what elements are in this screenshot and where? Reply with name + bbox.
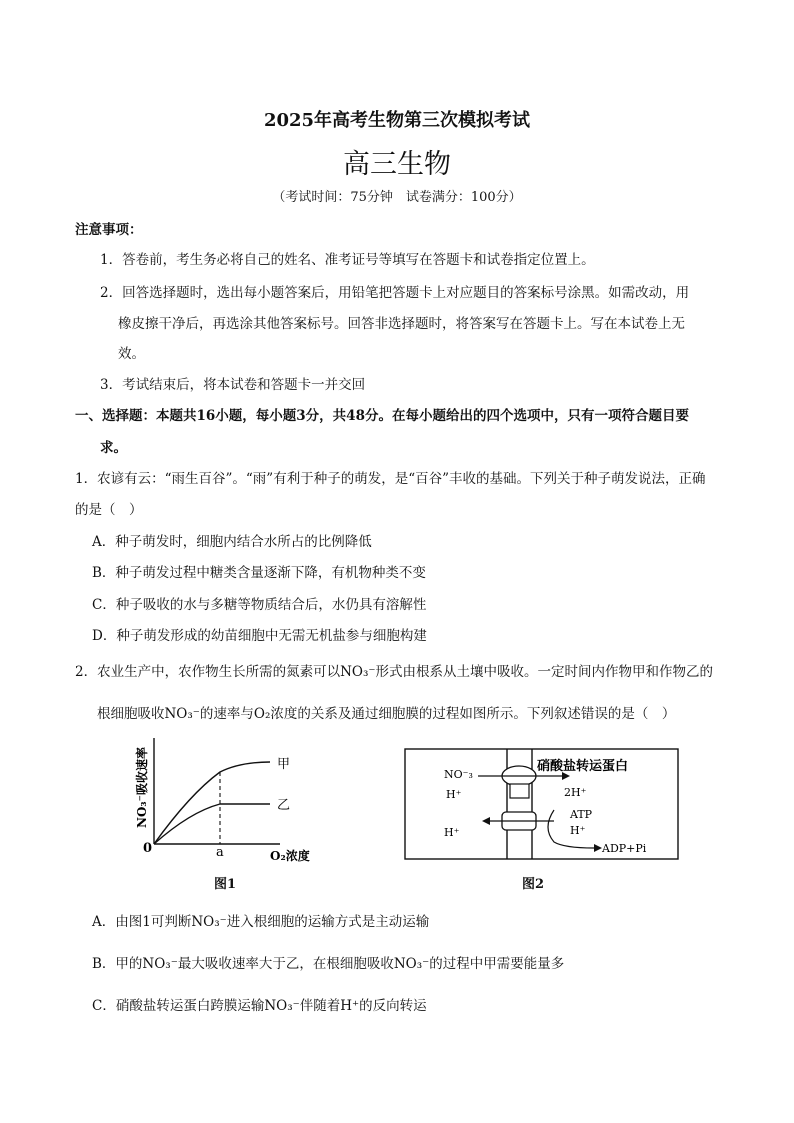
figure-1-graph bbox=[120, 732, 340, 864]
atp-label: ATP bbox=[570, 808, 593, 821]
q1-option-b: B．种子萌发过程中糖类含量逐渐下降，有机物种类不变 bbox=[92, 565, 426, 581]
q1-stem-line-2: 的是（ ） bbox=[75, 502, 143, 518]
notice-item-3: 3．考试结束后，将本试卷和答题卡一并交回 bbox=[100, 377, 366, 393]
curve-jia bbox=[154, 762, 270, 844]
nitrate-transporter-neck bbox=[510, 784, 529, 798]
h-left-label: H⁺ bbox=[444, 826, 460, 839]
q1-option-a: A．种子萌发时，细胞内结合水所占的比例降低 bbox=[92, 534, 372, 550]
protein-label: 硝酸盐转运蛋白 bbox=[537, 759, 629, 774]
section-1-heading-cont: 求。 bbox=[100, 440, 127, 456]
h-right-label: H⁺ bbox=[570, 824, 586, 837]
q2-option-a: A．由图1可判断NO₃⁻进入根细胞的运输方式是主动运输 bbox=[92, 914, 430, 930]
section-1-heading: 一、选择题：本题共16小题，每小题3分，共48分。在每小题给出的四个选项中，只有一项符合题目要 bbox=[75, 408, 689, 424]
adp-label: ADP+Pi bbox=[602, 842, 647, 855]
notice-item-2-line-2: 橡皮擦干净后，再选涂其他答案标号。回答非选择题时，将答案写在答题卡上。写在本试卷上无 bbox=[118, 316, 685, 332]
two-h-label: 2H⁺ bbox=[564, 786, 587, 799]
subject-title: 高三生物 bbox=[343, 149, 451, 180]
q1-option-d: D．种子萌发形成的幼苗细胞中无需无机盐参与细胞构建 bbox=[92, 628, 427, 644]
q2-option-c: C．硝酸盐转运蛋白跨膜运输NO₃⁻伴随着H⁺的反向转运 bbox=[92, 998, 427, 1014]
curve-yi-label: 乙 bbox=[277, 798, 291, 813]
y-axis-label: NO₃⁻吸收速率 bbox=[135, 746, 149, 828]
figure-2-diagram bbox=[404, 748, 680, 860]
h-top-label: H⁺ bbox=[446, 788, 462, 801]
q2-stem-line-1: 2．农业生产中，农作物生长所需的氮素可以NO₃⁻形式由根系从土壤中吸收。一定时间内作物甲和作物乙的 bbox=[75, 664, 714, 680]
notice-item-2-line-1: 2．回答选择题时，选出每小题答案后，用铅笔把答题卡上对应题目的答案标号涂黑。如需改动，用 bbox=[100, 285, 690, 301]
tick-a-label: a bbox=[216, 845, 224, 860]
curve-yi bbox=[154, 804, 270, 844]
figure-1-caption: 图1 bbox=[214, 877, 237, 892]
curve-jia-label: 甲 bbox=[277, 757, 291, 772]
q2-stem-line-2: 根细胞吸收NO₃⁻的速率与O₂浓度的关系及通过细胞膜的过程如图所示。下列叙述错误的是（ ） bbox=[97, 706, 676, 722]
notice-item-1: 1．答卷前，考生务必将自己的姓名、准考证号等填写在答题卡和试卷指定位置上。 bbox=[100, 252, 595, 268]
q2-option-b: B．甲的NO₃⁻最大吸收速率大于乙，在根细胞吸收NO₃⁻的过程中甲需要能量多 bbox=[92, 956, 565, 972]
exam-title: 2025年高考生物第三次模拟考试 bbox=[263, 110, 531, 131]
no3-label: NO⁻₃ bbox=[444, 768, 473, 781]
notice-heading: 注意事项： bbox=[75, 222, 143, 238]
exam-info: （考试时间：75分钟 试卷满分：100分） bbox=[272, 190, 522, 205]
notice-item-2-line-3: 效。 bbox=[118, 346, 145, 362]
q1-stem-line-1: 1．农谚有云：“雨生百谷”。“雨”有利于种子的萌发，是“百谷”丰收的基础。下列关于种子萌发说法，正确 bbox=[75, 471, 706, 487]
x-axis-label: O₂浓度 bbox=[270, 849, 310, 863]
figure-2-caption: 图2 bbox=[522, 877, 545, 892]
q1-option-c: C．种子吸收的水与多糖等物质结合后，水仍具有溶解性 bbox=[92, 597, 427, 613]
origin-label: 0 bbox=[143, 841, 153, 856]
